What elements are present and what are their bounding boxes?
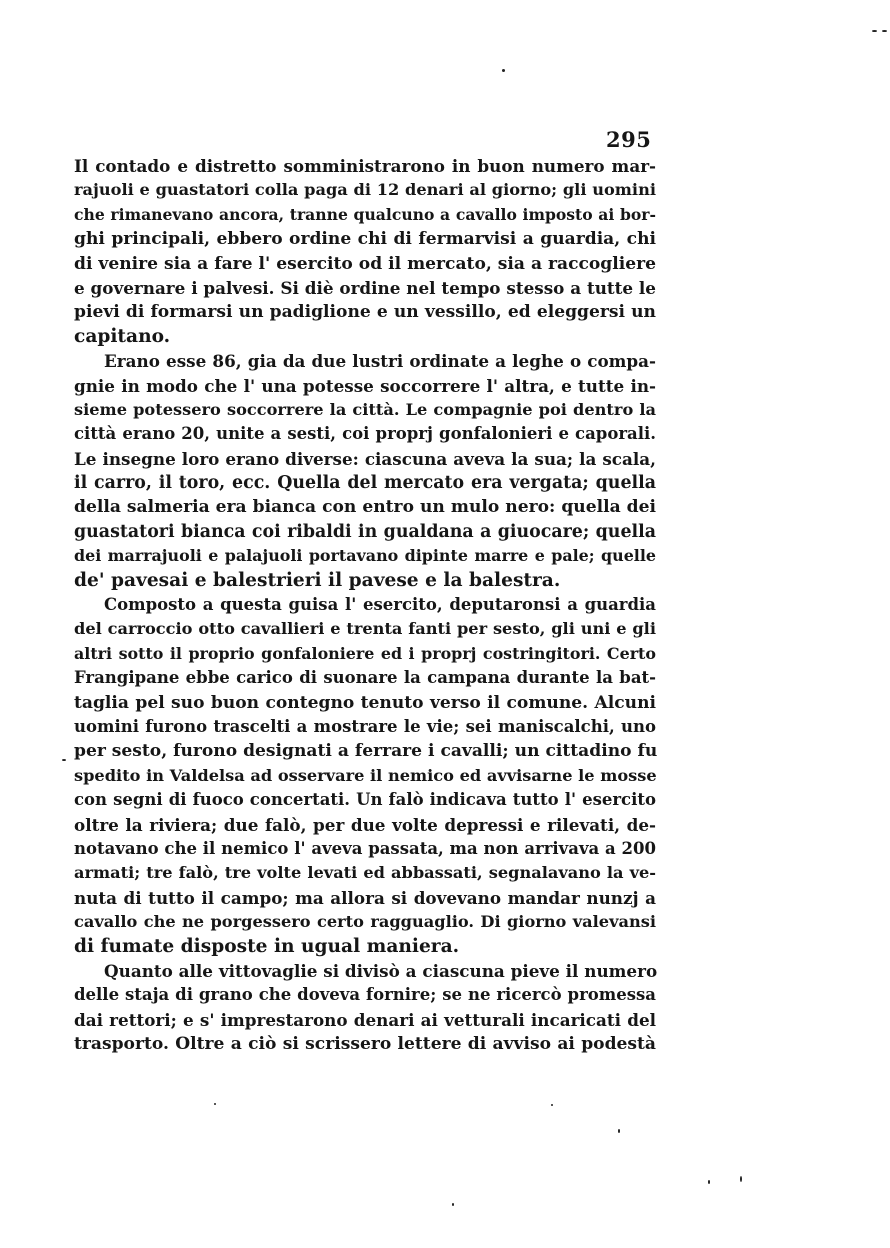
text-line: armati; tre falò, tre volte levati ed abbassati, segnalavano la ve- bbox=[74, 863, 656, 883]
text-line: ghi principali, ebbero ordine chi di fermarvisi a guardia, chi bbox=[74, 229, 656, 250]
text-line: cavallo che ne porgessero certo ragguaglio. Di giorno valevansi bbox=[74, 912, 656, 932]
text-line: e governare i palvesi. Si diè ordine nel tempo stesso a tutte le bbox=[74, 277, 656, 298]
text-line: di venire sia a fare l' esercito od il mercato, sia a raccogliere bbox=[74, 253, 656, 274]
text-line: Erano esse 86, gia da due lustri ordinate a leghe o compa- bbox=[104, 351, 656, 372]
scan-speck bbox=[214, 1103, 216, 1105]
text-line: della salmeria era bianca con entro un mulo nero: quella dei bbox=[74, 497, 656, 518]
text-line: altri sotto il proprio gonfaloniere ed i proprj costringitori. Certo bbox=[74, 643, 656, 663]
text-line: spedito in Valdelsa ad osservare il nemico ed avvisarne le mosse bbox=[74, 765, 657, 785]
text-line: guastatori bianca coi ribaldi in gualdana a giuocare; quella bbox=[74, 521, 656, 542]
scan-speck bbox=[872, 30, 877, 32]
text-line: notavano che il nemico l' aveva passata, ma non arrivava a 200 bbox=[74, 838, 656, 858]
scan-speck bbox=[452, 1203, 454, 1206]
text-line: sieme potessero soccorrere la città. Le compagnie poi dentro la bbox=[74, 399, 656, 419]
text-line: che rimanevano ancora, tranne qualcuno a cavallo imposto ai bor- bbox=[74, 204, 656, 224]
text-line: oltre la riviera; due falò, per due volte depressi e rilevati, de- bbox=[74, 814, 656, 835]
text-line: il carro, il toro, ecc. Quella del mercato era vergata; quella bbox=[74, 473, 656, 494]
text-line: taglia pel suo buon contegno tenuto verso il comune. Alcuni bbox=[74, 692, 656, 713]
text-line: capitano. bbox=[74, 325, 171, 347]
text-line: gnie in modo che l' una potesse soccorrere l' altra, e tutte in- bbox=[74, 375, 656, 396]
text-line: con segni di fuoco concertati. Un falò indicava tutto l' esercito bbox=[74, 790, 656, 810]
text-line: Quanto alle vittovaglie si divisò a ciascuna pieve il numero bbox=[104, 960, 658, 981]
text-line: Le insegne loro erano diverse: ciascuna aveva la sua; la scala, bbox=[74, 448, 656, 469]
text-line: per sesto, furono designati a ferrare i cavalli; un cittadino fu bbox=[74, 741, 658, 762]
text-line: de' pavesai e balestrieri il pavese e la balestra. bbox=[74, 569, 561, 591]
scan-speck bbox=[882, 30, 887, 32]
text-line: dai rettori; e s' imprestarono denari ai vetturali incaricati del bbox=[74, 1009, 656, 1030]
scan-speck bbox=[740, 1176, 742, 1182]
scan-speck bbox=[708, 1180, 710, 1184]
text-line: trasporto. Oltre a ciò si scrissero lettere di avviso ai podestà bbox=[74, 1034, 656, 1055]
text-line: nuta di tutto il campo; ma allora si dovevano mandar nunzj a bbox=[74, 887, 656, 908]
text-line: Il contado e distretto somministrarono in buon numero mar- bbox=[74, 156, 656, 176]
text-line: Composto a questa guisa l' esercito, deputaronsi a guardia bbox=[104, 595, 656, 615]
scan-speck bbox=[502, 69, 505, 72]
text-line: delle staja di grano che doveva fornire; se ne ricercò promessa bbox=[74, 985, 656, 1005]
text-line: uomini furono trascelti a mostrare le vie; sei maniscalchi, uno bbox=[74, 716, 656, 736]
text-line: pievi di formarsi un padiglione e un vessillo, ed eleggersi un bbox=[74, 302, 656, 323]
scan-speck bbox=[62, 759, 66, 761]
page-number: 295 bbox=[606, 127, 652, 152]
text-line: città erano 20, unite a sesti, coi proprj gonfalonieri e caporali. bbox=[74, 424, 656, 444]
text-line: dei marrajuoli e palajuoli portavano dipinte marre e pale; quelle bbox=[74, 546, 656, 566]
body-text bbox=[74, 154, 656, 1056]
text-line: Frangipane ebbe carico di suonare la campana durante la bat- bbox=[74, 668, 656, 688]
text-line: del carroccio otto cavallieri e trenta fanti per sesto, gli uni e gli bbox=[74, 619, 656, 639]
scan-speck bbox=[551, 1104, 553, 1106]
scan-speck bbox=[618, 1129, 620, 1133]
text-line: di fumate disposte in ugual maniera. bbox=[74, 935, 460, 957]
text-line: rajuoli e guastatori colla paga di 12 denari al giorno; gli uomini bbox=[74, 180, 656, 200]
